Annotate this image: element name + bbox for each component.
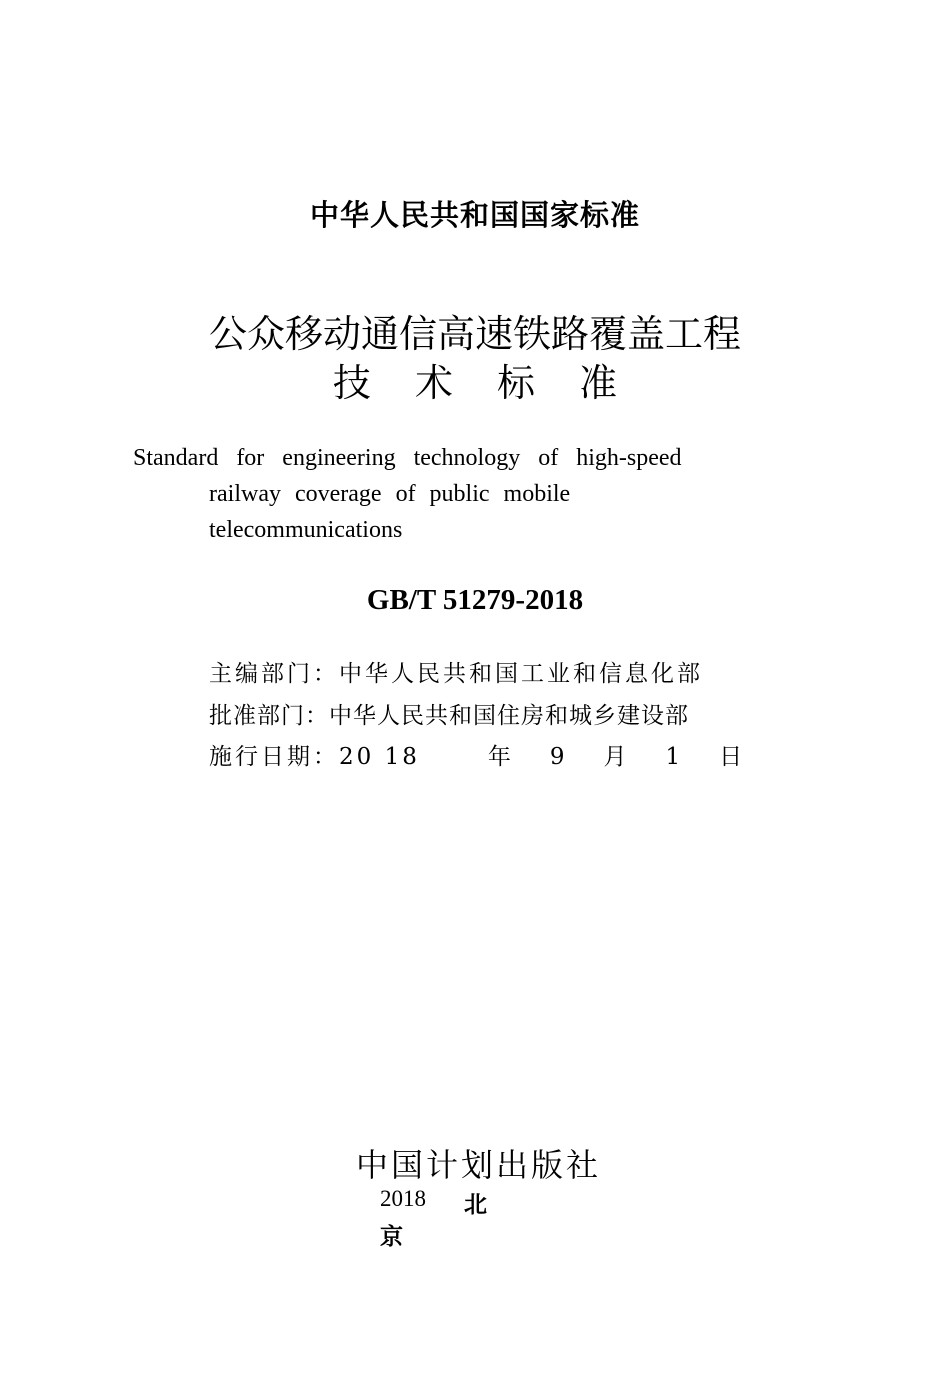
editor-department-row [209, 655, 703, 688]
english-title-line-2: railway coverage of public mobile [209, 481, 571, 507]
effective-date-label: 施行日期： [209, 744, 339, 770]
effective-date-year-unit: 年 [487, 744, 514, 770]
effective-date-month-unit: 月 [603, 744, 630, 770]
approver-department-row [209, 697, 689, 730]
english-title-line-1: Standard for engineering technology of high-speed [133, 445, 682, 471]
approver-department-value: 中华人民共和国住房和城乡建设部 [329, 703, 689, 729]
publisher-name: 中国计划出版社 [356, 1146, 602, 1184]
effective-date-month: 9 [549, 744, 568, 770]
standard-code: GB/T 51279-2018 [366, 584, 584, 616]
effective-date-row [209, 738, 745, 771]
editor-department-label: 主编部门： [209, 661, 339, 687]
document-title-line-1: 公众移动通信高速铁路覆盖工程 [208, 312, 741, 356]
effective-date-day-unit: 日 [719, 744, 746, 770]
publication-city-part-1: 北 [464, 1192, 487, 1218]
effective-date-day: 1 [665, 744, 684, 770]
publication-year: 2018 [380, 1186, 426, 1211]
approver-department-label: 批准部门： [209, 703, 329, 729]
effective-date-year: 20 18 [339, 744, 420, 770]
national-standard-heading: 中华人民共和国国家标准 [309, 198, 640, 232]
document-title-line-2: 技 术 标 准 [332, 361, 634, 405]
editor-department-value: 中华人民共和国工业和信息化部 [339, 661, 703, 687]
english-title-line-3: telecommunications [209, 517, 403, 543]
publication-city-part-2: 京 [380, 1224, 403, 1250]
